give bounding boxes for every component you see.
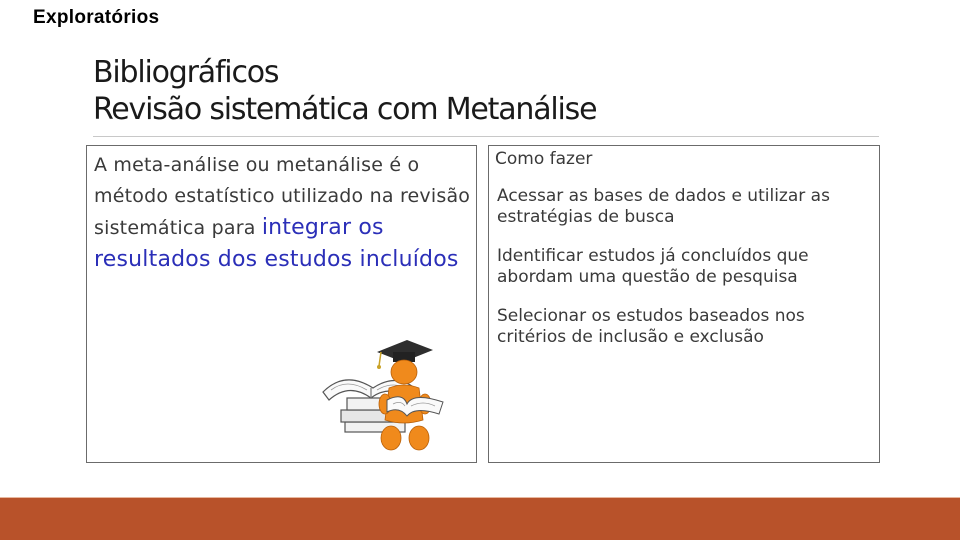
list-item: Selecionar os estudos baseados nos critérios de inclusão e exclusão xyxy=(497,306,805,347)
left-panel-text xyxy=(94,150,479,276)
highlight-text: integrar os resultados dos estudos incluídos xyxy=(94,215,459,272)
list-item: Identificar estudos já concluídos que abordam uma questão de pesquisa xyxy=(497,246,809,287)
definition-text: A meta-análise ou metanálise é o método estatístico utilizado na revisão sistemática para xyxy=(94,154,471,239)
title-divider xyxy=(93,136,879,137)
slide-title xyxy=(93,54,596,128)
how-to-heading: Como fazer xyxy=(495,149,593,169)
graduate-reading-books-icon xyxy=(315,330,465,455)
steps-list xyxy=(497,186,867,366)
title-line-1: Bibliográficos xyxy=(93,55,279,90)
footer-bar xyxy=(0,498,960,540)
list-item: Acessar as bases de dados e utilizar as estratégias de busca xyxy=(497,186,830,227)
title-line-2: Revisão sistemática com Metanálise xyxy=(93,92,597,127)
category-label: Exploratórios xyxy=(33,7,160,28)
